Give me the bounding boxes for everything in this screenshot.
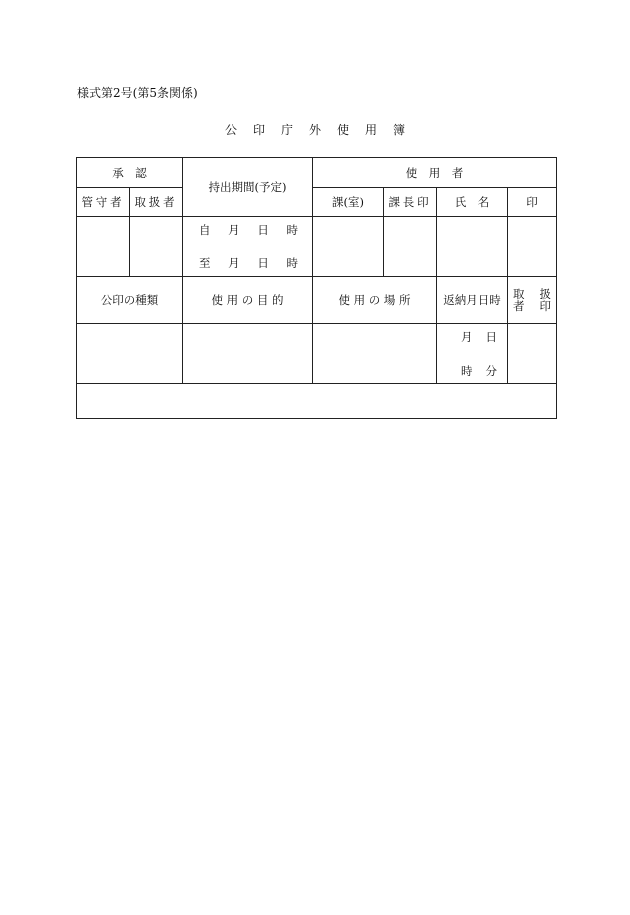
approval-header: 承 認 [77, 158, 183, 188]
manager-cell[interactable] [77, 217, 130, 277]
purpose-header: 使 用 の 目 的 [183, 277, 313, 324]
section-cell[interactable] [313, 217, 384, 277]
return-time-line: 時 分 [461, 363, 497, 378]
period-to-line: 至 月 日 時 [199, 256, 298, 270]
manager-header: 管守者 [77, 188, 130, 217]
form-number: 様式第2号(第5条関係) [77, 86, 198, 100]
purpose-cell[interactable] [183, 324, 313, 384]
return-datetime-cell[interactable] [437, 324, 508, 384]
seal-cell[interactable] [508, 217, 557, 277]
chief-seal-cell[interactable] [384, 217, 437, 277]
period-cell[interactable] [183, 217, 313, 277]
title-char: 庁 [280, 123, 293, 137]
handler-cell[interactable] [130, 217, 183, 277]
period-header: 持出期間(予定) [183, 158, 313, 217]
chief-seal-header: 課長印 [384, 188, 437, 217]
period-from-line: 自 月 日 時 [199, 223, 298, 237]
return-datetime-header: 返納月日時 [437, 277, 508, 324]
seal-type-cell[interactable] [77, 324, 183, 384]
seal-usage-ledger-table [76, 157, 557, 419]
section-header: 課(室) [313, 188, 384, 217]
remarks-cell[interactable] [77, 384, 557, 419]
title-char: 使 [337, 123, 350, 137]
seal-header: 印 [508, 188, 557, 217]
user-group-header: 使 用 者 [313, 158, 557, 188]
name-header: 氏 名 [437, 188, 508, 217]
seal-type-header: 公印の種類 [77, 277, 183, 324]
return-date-line: 月 日 [461, 329, 497, 344]
document-title [0, 121, 630, 138]
title-char: 公 [224, 123, 237, 137]
title-char: 簿 [393, 123, 406, 137]
place-cell[interactable] [313, 324, 437, 384]
title-char: 印 [252, 123, 265, 137]
place-header: 使 用 の 場 所 [313, 277, 437, 324]
name-cell[interactable] [437, 217, 508, 277]
title-char: 外 [308, 123, 321, 137]
title-char: 用 [365, 123, 378, 137]
handler-seal-cell[interactable] [508, 324, 557, 384]
handler-header: 取扱者 [130, 188, 183, 217]
handler-seal-header: 取 扱 者 印 [508, 277, 557, 324]
